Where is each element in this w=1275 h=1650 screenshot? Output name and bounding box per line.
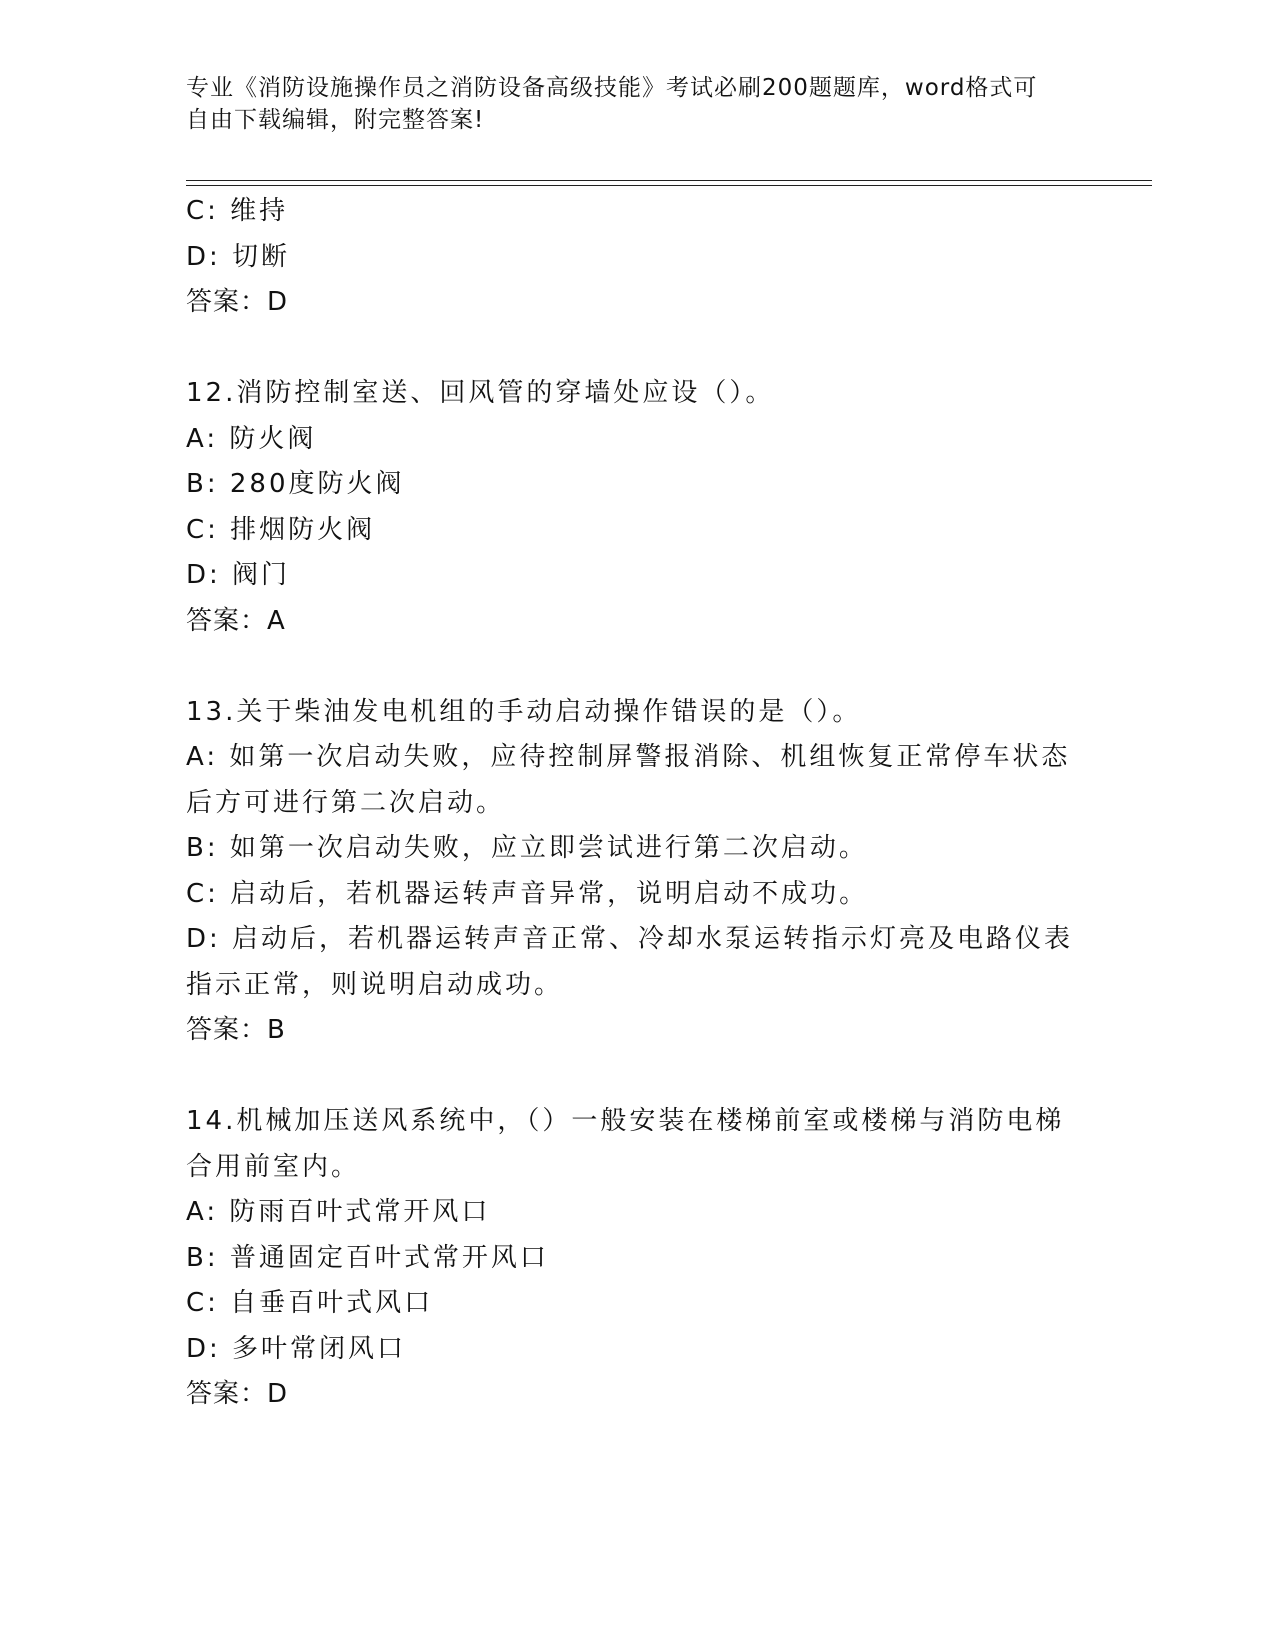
option-c: C: 自垂百叶式风口 xyxy=(186,1288,434,1318)
question-13 xyxy=(186,690,1086,1054)
question-stem: 12.消防控制室送、回风管的穿墙处应设（）。 xyxy=(186,378,775,408)
answer: 答案：D xyxy=(186,1379,289,1409)
option-a: A: 防火阀 xyxy=(186,423,317,454)
header-line-1: 专业《消防设施操作员之消防设备高级技能》考试必刷200题题库，word格式可 xyxy=(186,75,1038,101)
spacer xyxy=(186,1054,1086,1100)
question-list xyxy=(186,189,1086,1418)
question-14 xyxy=(186,1099,1086,1418)
question-stem: 13.关于柴油发电机组的手动启动操作错误的是（）。 xyxy=(186,696,862,727)
option-a-line-1: A: 如第一次启动失败，应待控制屏警报消除、机组恢复正常停车状态 xyxy=(186,742,1071,772)
option-d-line-1: D: 启动后，若机器运转声音正常、冷却水泵运转指示灯亮及电路仪表 xyxy=(186,924,1074,954)
question-12 xyxy=(186,371,1086,644)
option-c: C: 排烟防火阀 xyxy=(186,514,376,545)
header-line-2: 自由下载编辑，附完整答案! xyxy=(186,107,485,133)
question-stem-line-1: 14.机械加压送风系统中，（）一般安装在楼梯前室或楼梯与消防电梯 xyxy=(186,1106,1065,1136)
header-divider-top xyxy=(186,180,1152,181)
document-header xyxy=(186,72,1066,136)
option-c: C: 启动后，若机器运转声音异常，说明启动不成功。 xyxy=(186,878,869,909)
answer: 答案：B xyxy=(186,1015,286,1045)
answer: 答案：A xyxy=(186,605,286,636)
option-a-line-2: 后方可进行第二次启动。 xyxy=(186,787,506,818)
option-b: B: 如第一次启动失败，应立即尝试进行第二次启动。 xyxy=(186,833,868,863)
option-d: D: 切断 xyxy=(186,241,291,272)
option-d: D: 阀门 xyxy=(186,560,291,590)
option-a: A: 防雨百叶式常开风口 xyxy=(186,1197,491,1227)
option-b: B: 280度防火阀 xyxy=(186,469,405,499)
option-b: B: 普通固定百叶式常开风口 xyxy=(186,1242,549,1273)
option-d-line-2: 指示正常，则说明启动成功。 xyxy=(186,969,564,1000)
option-c: C: 维持 xyxy=(186,196,289,226)
spacer xyxy=(186,326,1086,372)
option-d: D: 多叶常闭风口 xyxy=(186,1333,407,1364)
header-divider-bottom xyxy=(186,185,1152,186)
answer: 答案：D xyxy=(186,287,289,317)
question-11 xyxy=(186,189,1086,326)
question-stem-line-2: 合用前室内。 xyxy=(186,1151,361,1182)
spacer xyxy=(186,644,1086,690)
